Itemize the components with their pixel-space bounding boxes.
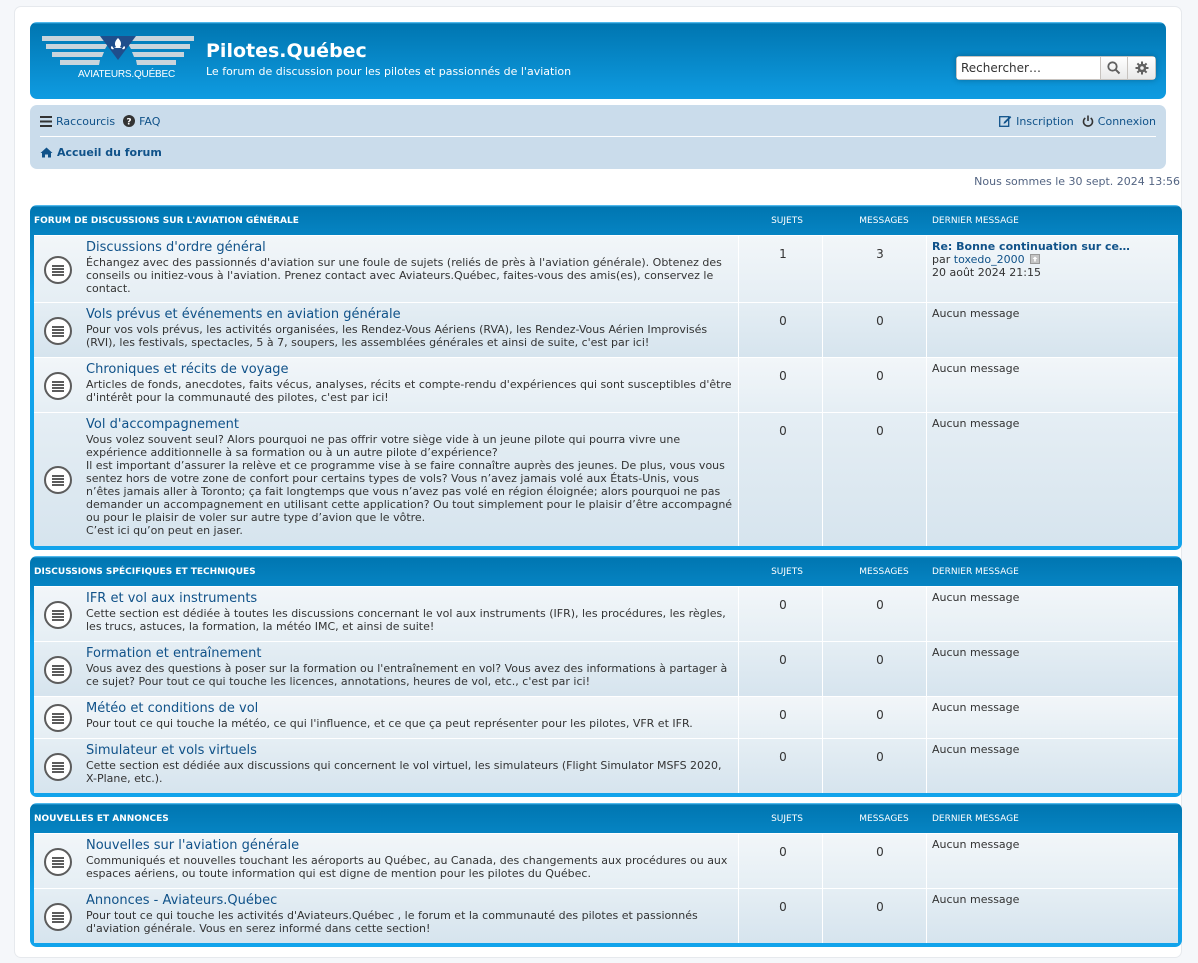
last-post [932, 307, 1019, 320]
forum-category [30, 803, 1182, 947]
post-count: 0 [876, 708, 884, 722]
forum-title-link[interactable]: Vol d'accompagnement [86, 417, 239, 432]
last-post [932, 743, 1019, 756]
category-header [34, 560, 1178, 586]
column-topics-header: SUJETS [771, 216, 803, 226]
forum-rows [34, 586, 1178, 793]
forum-description: Cette section est dédiée à toutes les discussions concernant le vol aux instruments (IFR), les procédures, les règles, les trucs, astuces, la formation, la météo IMC, et ainsi de suite! [86, 607, 726, 633]
column-divider [926, 303, 927, 357]
forum-info [86, 240, 734, 295]
column-divider [926, 587, 927, 641]
forum-description: Pour tout ce qui touche la météo, ce qui l'influence, et ce que ça peut représenter pour les pilotes, VFR et IFR. [86, 717, 693, 730]
column-topics-header: SUJETS [771, 567, 803, 577]
no-message-label: Aucun message [932, 701, 1020, 714]
login-label: Connexion [1097, 114, 1156, 128]
forum-info [86, 362, 734, 404]
last-post [932, 893, 1019, 906]
no-message-label: Aucun message [932, 362, 1020, 375]
home-icon [40, 147, 53, 158]
no-message-label: Aucun message [932, 646, 1020, 659]
forum-read-icon [44, 753, 72, 781]
column-divider [738, 834, 739, 888]
forum-description: Pour tout ce qui touche les activités d'Aviateurs.Québec , le forum et la communauté des pilotes et passionnés d'aviation générale. Vous en serez informé dans cette section! [86, 909, 698, 935]
forum-read-icon [44, 317, 72, 345]
forum-info [86, 893, 734, 935]
column-divider [738, 236, 739, 302]
advanced-search-button[interactable] [1128, 56, 1156, 80]
column-divider [926, 236, 927, 302]
forum-info [86, 591, 734, 633]
post-count: 3 [876, 247, 884, 261]
shortcuts-link[interactable] [40, 115, 115, 128]
page-wrapper [14, 6, 1182, 958]
topic-count: 0 [779, 708, 787, 722]
forum-row [34, 235, 1178, 302]
menu-icon [40, 116, 52, 127]
forum-row [34, 738, 1178, 793]
column-divider [822, 697, 823, 738]
topic-count: 0 [779, 314, 787, 328]
breadcrumb [40, 143, 162, 161]
site-header [30, 22, 1166, 99]
navbar-divider [40, 136, 1156, 137]
post-count: 0 [876, 424, 884, 438]
navbar [30, 105, 1166, 169]
forum-read-icon [44, 601, 72, 629]
forum-read-icon [44, 466, 72, 494]
search-box [956, 56, 1156, 80]
forum-info [86, 417, 734, 537]
topic-count: 0 [779, 845, 787, 859]
no-message-label: Aucun message [932, 893, 1020, 906]
forum-description: Échangez avec des passionnés d'aviation sur une foule de sujets (reliés de près à l'aviation générale). Obtenez des conseils ou initiez-vous à l'aviation. Prenez contact avec Aviateurs.Québec, faites-vous des amis(es), conservez le contact. [86, 256, 722, 295]
no-message-label: Aucun message [932, 307, 1020, 320]
category-title[interactable]: NOUVELLES ET ANNONCES [34, 814, 169, 824]
last-post [932, 701, 1019, 714]
search-button[interactable] [1100, 56, 1128, 80]
forum-row [34, 302, 1178, 357]
post-count: 0 [876, 314, 884, 328]
forum-title-link[interactable]: Nouvelles sur l'aviation générale [86, 838, 300, 853]
forum-description: Cette section est dédiée aux discussions qui concernent le vol virtuel, les simulateurs (Flight Simulator MSFS 2020, X-Plane, etc.). [86, 759, 722, 785]
search-input[interactable] [956, 56, 1100, 80]
column-last-post-header: DERNIER MESSAGE [932, 567, 1019, 577]
forum-description: Vous volez souvent seul? Alors pourquoi ne pas offrir votre siège vide à un jeune pilote qui pourra vivre une expérience additionnelle à sa formation ou à un autre pilote d’expérience? Il est important d’assurer la relève et ce programme vise à se faire connaître auprès des jeunes. De plus, vous vous sentez hors de votre zone de confort pour certains types de vols? Vous n’avez jamais volé aux États-Unis, vous n’êtes jamais aller à Toronto; ça fait longtemps que vous n’avez pas volé en région éloignée; alors pourquoi ne pas demander un accompagnement en utilisant cette application? Ou tout simplement pour le plaisir d’être accompagné ou pour le plaisir de voler sur autre type d’avion que le vôtre. C’est ici qu’on peut en jaser. [86, 433, 733, 537]
category-header [34, 209, 1178, 235]
forum-description: Pour vos vols prévus, les activités organisées, les Rendez-Vous Aériens (RVA), les Rendez-Vous Aérien Improvisés (RVI), les festivals, spectacles, 5 à 7, soupers, les assemblées générales et ainsi de suite, c'est par ici! [86, 323, 708, 349]
column-divider [822, 834, 823, 888]
forum-title-link[interactable]: Discussions d'ordre général [86, 240, 266, 255]
column-divider [926, 413, 927, 546]
edit-icon [999, 115, 1012, 127]
column-topics-header: SUJETS [771, 814, 803, 824]
register-label: Inscription [1016, 114, 1074, 128]
forum-read-icon [44, 372, 72, 400]
forum-category [30, 556, 1182, 797]
no-message-label: Aucun message [932, 838, 1020, 851]
post-count: 0 [876, 653, 884, 667]
topic-count: 0 [779, 424, 787, 438]
register-link[interactable] [999, 115, 1074, 128]
forum-rows [34, 833, 1178, 943]
topic-count: 0 [779, 653, 787, 667]
forum-info [86, 838, 734, 880]
forum-row [34, 833, 1178, 888]
last-post [932, 838, 1019, 851]
column-posts-header: MESSAGES [859, 814, 909, 824]
post-count: 0 [876, 598, 884, 612]
column-divider [738, 697, 739, 738]
column-divider [738, 303, 739, 357]
topic-count: 1 [779, 247, 787, 261]
forum-title-link[interactable]: Annonces - Aviateurs.Québec [86, 893, 278, 908]
column-divider [822, 642, 823, 696]
forum-read-icon [44, 656, 72, 684]
column-divider [738, 642, 739, 696]
forum-info [86, 701, 734, 730]
view-latest-post-icon[interactable] [1030, 254, 1040, 264]
column-divider [738, 587, 739, 641]
faq-link[interactable] [123, 115, 160, 128]
forum-rows [34, 235, 1178, 546]
column-divider [926, 358, 927, 412]
column-divider [738, 358, 739, 412]
forum-category [30, 205, 1182, 550]
post-count: 0 [876, 900, 884, 914]
column-divider [822, 587, 823, 641]
forum-title-link[interactable]: Météo et conditions de vol [86, 701, 259, 716]
search-icon [1107, 61, 1121, 75]
column-posts-header: MESSAGES [859, 216, 909, 226]
forum-read-icon [44, 704, 72, 732]
column-divider [822, 358, 823, 412]
forum-row [34, 696, 1178, 738]
forum-read-icon [44, 903, 72, 931]
forum-info [86, 646, 734, 688]
topic-count: 0 [779, 900, 787, 914]
last-post-by: par [932, 253, 951, 266]
column-divider [822, 236, 823, 302]
category-header [34, 807, 1178, 833]
forum-row [34, 412, 1178, 546]
no-message-label: Aucun message [932, 417, 1020, 430]
forum-read-icon [44, 256, 72, 284]
post-count: 0 [876, 845, 884, 859]
forum-description: Vous avez des questions à poser sur la formation ou l'entraînement en vol? Vous avez des informations à partager à ce sujet? Pour tout ce qui touche les licences, annotations, heures de vol, etc., c'est par ici! [86, 662, 728, 688]
post-count: 0 [876, 750, 884, 764]
category-title[interactable]: FORUM DE DISCUSSIONS SUR L'AVIATION GÉNÉRALE [34, 216, 299, 226]
topic-count: 0 [779, 750, 787, 764]
forum-row [34, 586, 1178, 641]
no-message-label: Aucun message [932, 591, 1020, 604]
topic-count: 0 [779, 598, 787, 612]
svg-text:?: ? [126, 117, 132, 127]
forum-row [34, 888, 1178, 943]
column-last-post-header: DERNIER MESSAGE [932, 216, 1019, 226]
last-post [932, 240, 1130, 279]
forum-info [86, 743, 734, 785]
breadcrumb-home[interactable]: Accueil du forum [57, 145, 162, 159]
column-posts-header: MESSAGES [859, 567, 909, 577]
forum-title-link[interactable]: Simulateur et vols virtuels [86, 743, 257, 758]
current-date: Nous sommes le 30 sept. 2024 13:56 [974, 175, 1180, 188]
forum-row [34, 641, 1178, 696]
forum-title-link[interactable]: Formation et entraînement [86, 646, 262, 661]
question-circle-icon [123, 115, 135, 127]
logo-text: AVIATEURS.QUÉBEC [78, 69, 176, 80]
site-title[interactable]: Pilotes.Québec [206, 40, 367, 62]
column-divider [822, 739, 823, 793]
last-post-link[interactable]: Re: Bonne continuation sur ce… [932, 240, 1130, 253]
column-divider [926, 642, 927, 696]
login-link[interactable] [1082, 115, 1156, 128]
last-post [932, 362, 1019, 375]
power-icon [1082, 115, 1094, 127]
column-divider [822, 889, 823, 943]
last-post [932, 646, 1019, 659]
column-divider [822, 303, 823, 357]
forum-title-link[interactable]: Chroniques et récits de voyage [86, 362, 289, 377]
forum-title-link[interactable]: Vols prévus et événements en aviation générale [86, 307, 401, 322]
topic-count: 0 [779, 369, 787, 383]
no-message-label: Aucun message [932, 743, 1020, 756]
forum-description: Communiqués et nouvelles touchant les aéroports au Québec, au Canada, des changements aux procédures ou aux espaces aériens, ou toute information qui est digne de mention pour les pilotes du Québec. [86, 854, 728, 880]
site-logo[interactable] [42, 32, 194, 92]
site-description: Le forum de discussion pour les pilotes et passionnés de l'aviation [206, 65, 572, 78]
last-post [932, 417, 1019, 430]
column-divider [738, 739, 739, 793]
column-divider [926, 697, 927, 738]
last-post-author-line [932, 253, 1040, 266]
gear-icon [1135, 61, 1149, 75]
forum-title-link[interactable]: IFR et vol aux instruments [86, 591, 258, 606]
faq-label: FAQ [139, 114, 161, 128]
last-post-date: 20 août 2024 21:15 [932, 266, 1041, 279]
forum-info [86, 307, 734, 349]
forum-row [34, 357, 1178, 412]
column-divider [738, 413, 739, 546]
column-divider [926, 834, 927, 888]
shortcuts-label: Raccourcis [56, 114, 116, 128]
last-post-author[interactable]: toxedo_2000 [953, 253, 1025, 266]
post-count: 0 [876, 369, 884, 383]
forum-read-icon [44, 848, 72, 876]
last-post [932, 591, 1019, 604]
column-divider [926, 889, 927, 943]
column-divider [738, 889, 739, 943]
column-last-post-header: DERNIER MESSAGE [932, 814, 1019, 824]
forum-description: Articles de fonds, anecdotes, faits vécus, analyses, récits et compte-rendu d'expériences qui sont susceptibles d'être d'intérêt pour la communauté des pilotes, c'est par ici! [86, 378, 732, 404]
column-divider [822, 413, 823, 546]
category-title[interactable]: DISCUSSIONS SPÉCIFIQUES ET TECHNIQUES [34, 567, 256, 577]
column-divider [926, 739, 927, 793]
